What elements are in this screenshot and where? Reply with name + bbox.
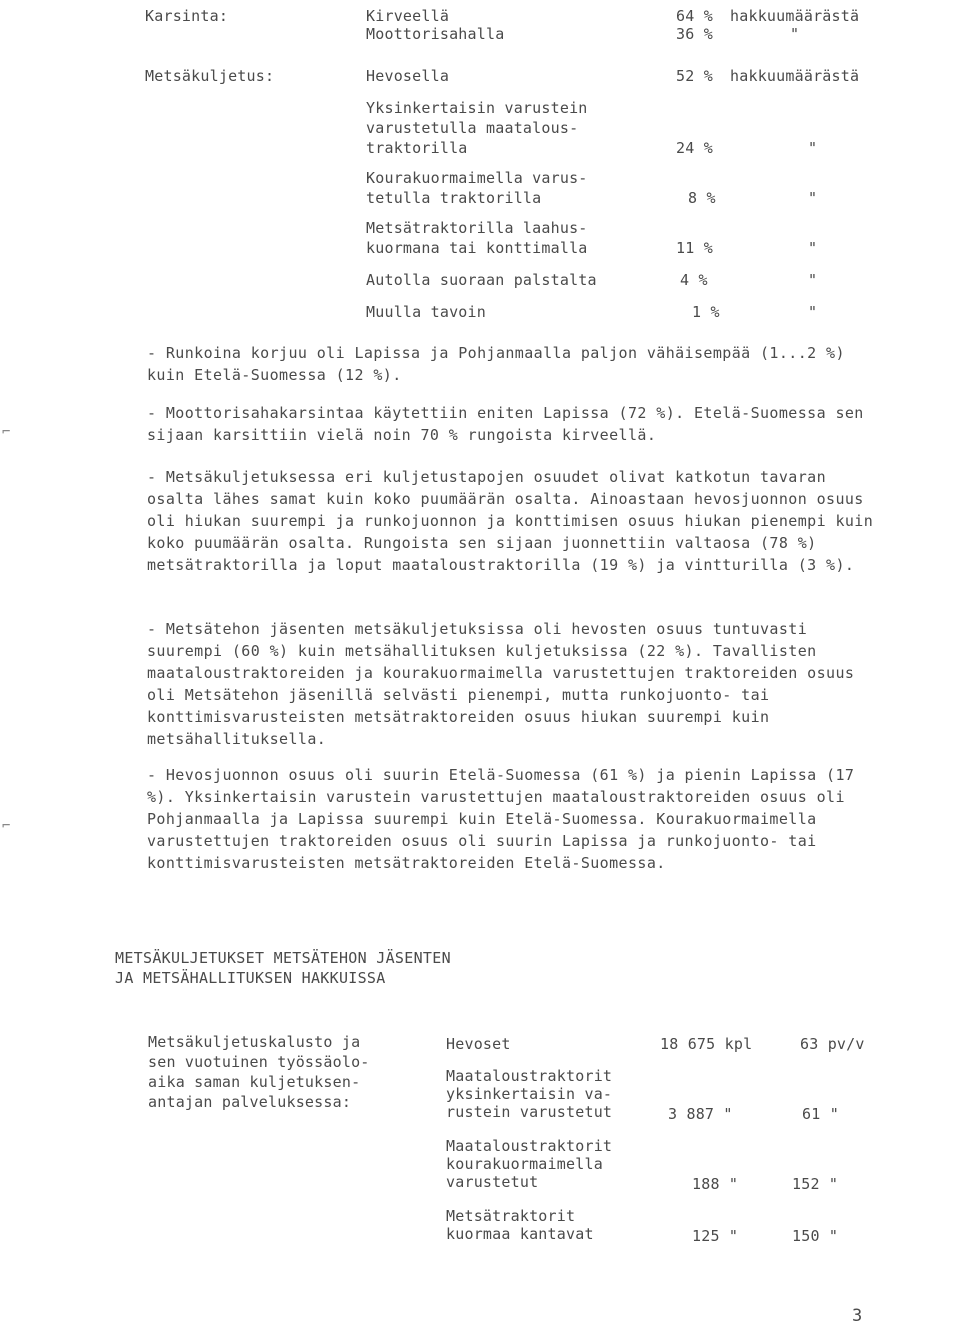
transport-pct: 4 % [680, 271, 708, 289]
transport-pct: 52 % [676, 67, 713, 85]
equipment-name: Hevoset [446, 1035, 511, 1053]
equipment-days: 152 " [792, 1175, 839, 1193]
paragraph-text: - Runkoina korjuu oli Lapissa ja Pohjanmaalla paljon vähäisempää (1...2 %) kuin Etelä-Suomessa (12 %). [147, 344, 845, 384]
equipment-label: Metsäkuljetuskalusto ja [148, 1033, 361, 1051]
paragraph-text: - Metsätehon jäsenten metsäkuljetuksissa oli hevosten osuus tuntuvasti suurempi (60 %) kuin metsähallituksen kuljetuksissa (22 %). Tavallisten maataloustraktoreiden ja kourakuormaimella varustettujen traktoreiden osuus oli Metsätehon jäsenillä selvästi pienempi, mutta runkojuonto- tai konttimisvarusteisten metsätraktoreiden osuus hiukan suurempi kuin metsähallituksella. [147, 620, 855, 748]
transport-unit: " [808, 271, 818, 289]
harvesting-label: Karsinta: [145, 7, 229, 25]
transport-unit: " [808, 189, 818, 207]
transport-unit: " [808, 303, 818, 321]
section-heading: JA METSÄHALLITUKSEN HAKKUISSA [115, 969, 386, 987]
transport-label: Metsäkuljetus: [145, 67, 275, 85]
paragraph [115, 402, 875, 446]
transport-unit: " [808, 239, 818, 257]
paragraph [115, 342, 875, 386]
transport-method: varustetulla maatalous- [366, 119, 579, 137]
paragraph-text: - Metsäkuljetuksessa eri kuljetustapojen osuudet olivat katkotun tavaran osalta lähes samat kuin koko puumäärän osalta. Ainoastaan hevosjuonnon osuus oli hiukan suurempi ja runkojuonnon ja konttimisen osuus hiukan pienempi kuin koko puumäärän osalta. Rungoista sen sijaan juonnettiin valtaosa (78 %) metsätraktorilla ja loput maataloustraktorilla (19 %) ja vintturilla (3 %). [147, 468, 874, 574]
equipment-name: Maataloustraktorit [446, 1137, 613, 1155]
transport-pct: 1 % [692, 303, 720, 321]
paragraph [115, 764, 875, 874]
binding-hole-mark: ⌐ [2, 424, 11, 440]
equipment-name: Metsätraktorit [446, 1207, 576, 1225]
harvesting-method: Kirveellä [366, 7, 450, 25]
harvesting-pct: 36 % [676, 25, 713, 43]
harvesting-unit: " [790, 25, 800, 43]
equipment-count: 18 675 kpl [660, 1035, 753, 1053]
equipment-name: Maataloustraktorit [446, 1067, 613, 1085]
transport-method: Hevosella [366, 67, 450, 85]
equipment-days: 150 " [792, 1227, 839, 1245]
transport-method: Muulla tavoin [366, 303, 486, 321]
transport-method: traktorilla [366, 139, 468, 157]
equipment-label: antajan palveluksessa: [148, 1093, 352, 1111]
equipment-name: varustetut [446, 1173, 539, 1191]
transport-method: Kourakuormaimella varus- [366, 169, 588, 187]
equipment-days: 63 pv/v [800, 1035, 865, 1053]
transport-pct: 11 % [676, 239, 713, 257]
equipment-name: yksinkertaisin va- [446, 1085, 613, 1103]
equipment-count: 3 887 " [668, 1105, 733, 1123]
equipment-name: kourakuormaimella [446, 1155, 603, 1173]
paragraph-text: - Hevosjuonnon osuus oli suurin Etelä-Suomessa (61 %) ja pienin Lapissa (17 %). Yksinkertaisin varustein varustettujen maataloustraktoreiden osuus oli Pohjanmaalla ja Lapissa suurempi kuin Etelä-Suomessa. Kourakuormaimella varustettujen traktoreiden osuus oli suurin Lapissa ja runkojuonto- tai konttimisvarusteisten metsätraktoreiden Etelä-Suomessa. [147, 766, 855, 872]
equipment-name: rustein varustetut [446, 1103, 613, 1121]
equipment-count: 125 " [692, 1227, 739, 1245]
binding-hole-mark: ⌐ [2, 818, 11, 834]
harvesting-unit: hakkuumäärästä [730, 7, 860, 25]
transport-method: Metsätraktorilla laahus- [366, 219, 588, 237]
transport-pct: 8 % [688, 189, 716, 207]
transport-unit: " [808, 139, 818, 157]
section-heading: METSÄKULJETUKSET METSÄTEHON JÄSENTEN [115, 949, 451, 967]
transport-unit: hakkuumäärästä [730, 67, 860, 85]
transport-method: Autolla suoraan palstalta [366, 271, 597, 289]
transport-pct: 24 % [676, 139, 713, 157]
paragraph-text: - Moottorisahakarsintaa käytettiin eniten Lapissa (72 %). Etelä-Suomessa sen sijaan karsittiin vielä noin 70 % rungoista kirveellä. [147, 404, 864, 444]
page-number: 3 [852, 1306, 863, 1326]
equipment-label: sen vuotuinen työssäolo- [148, 1053, 370, 1071]
equipment-label: aika saman kuljetuksen- [148, 1073, 361, 1091]
harvesting-method: Moottorisahalla [366, 25, 505, 43]
equipment-name: kuormaa kantavat [446, 1225, 594, 1243]
harvesting-pct: 64 % [676, 7, 713, 25]
equipment-days: 61 " [802, 1105, 839, 1123]
transport-method: kuormana tai konttimalla [366, 239, 588, 257]
equipment-count: 188 " [692, 1175, 739, 1193]
transport-method: tetulla traktorilla [366, 189, 542, 207]
paragraph [115, 618, 875, 750]
transport-method: Yksinkertaisin varustein [366, 99, 588, 117]
paragraph [115, 466, 875, 576]
